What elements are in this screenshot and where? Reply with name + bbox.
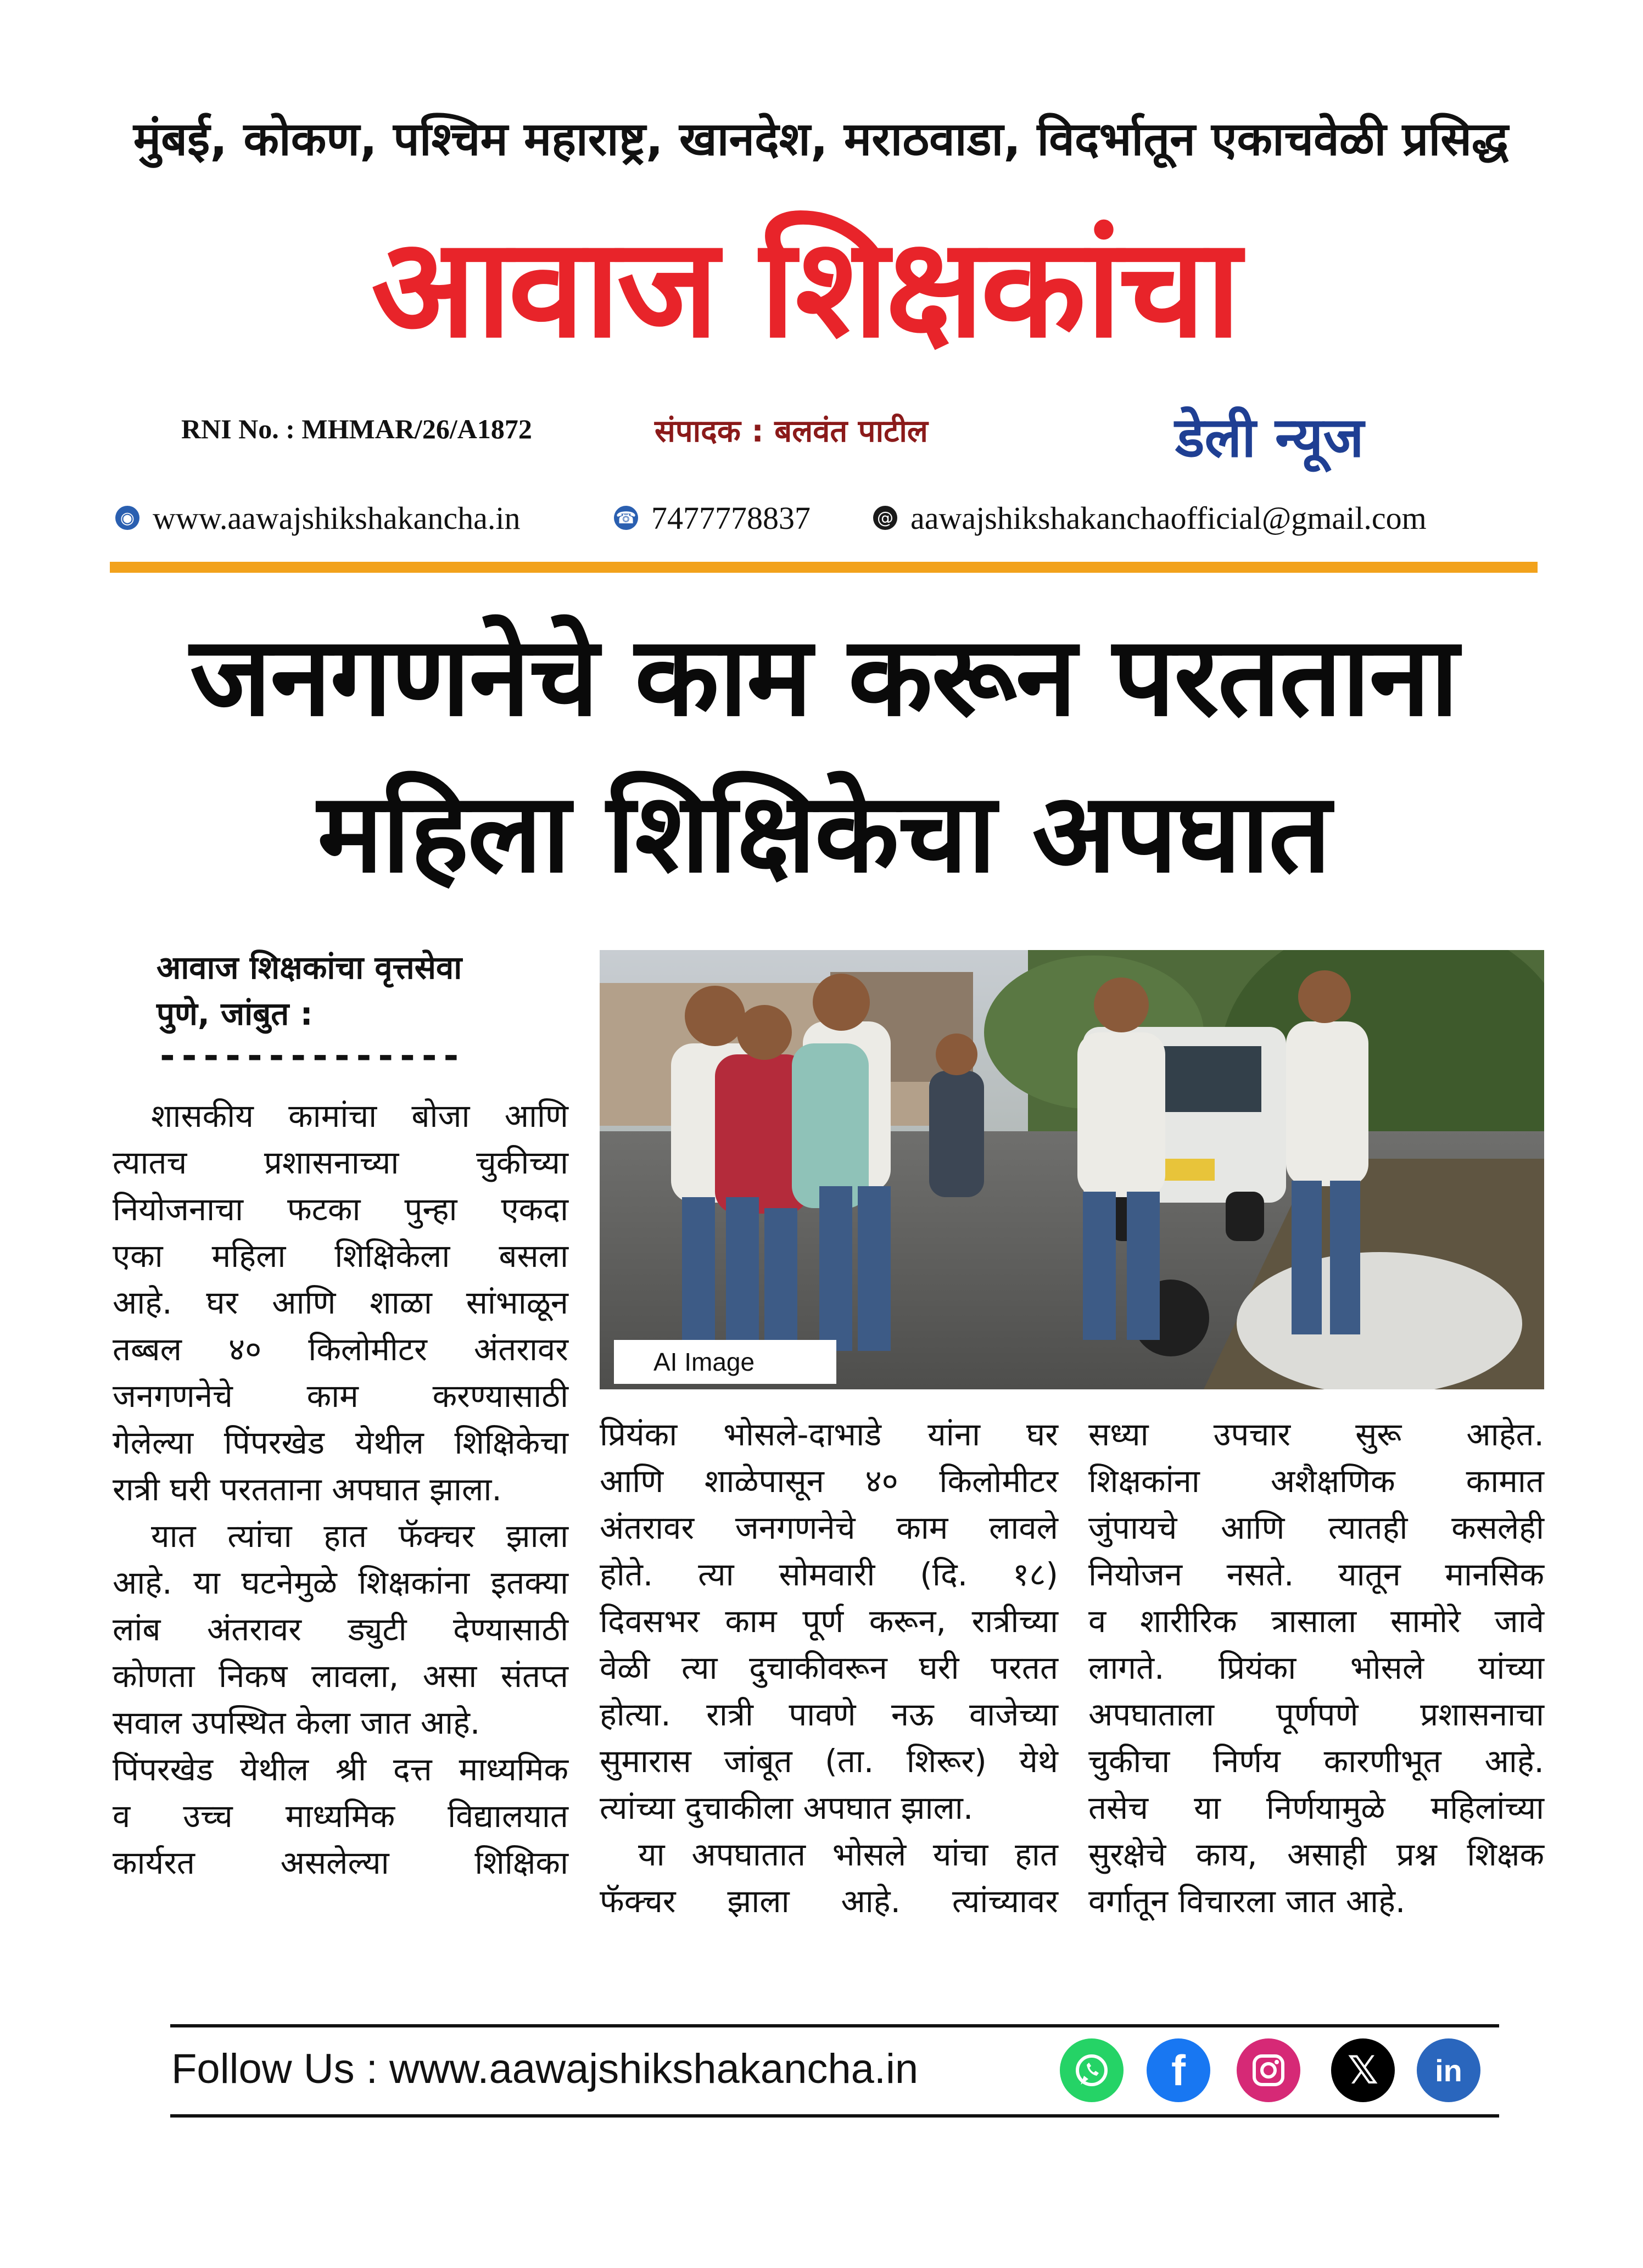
article-line: रात्री घरी परतताना अपघात झाला.: [113, 1471, 502, 1508]
article-line: सवाल उपस्थित केला जात आहे.: [113, 1704, 480, 1741]
linkedin-icon[interactable]: in: [1417, 2038, 1480, 2102]
article-line: कोणता निकष लावला, असा संतप्त: [113, 1657, 568, 1695]
facebook-icon[interactable]: f: [1147, 2038, 1210, 2102]
article-line: सुरक्षेचे काय, असाही प्रश्न शिक्षक: [1088, 1836, 1544, 1873]
masthead-tagline: मुंबई, कोकण, पश्चिम महाराष्ट्र, खानदेश, मराठवाडा, विदर्भातून एकाचवेळी प्रसिद्ध: [133, 112, 1509, 166]
contact-email[interactable]: [873, 493, 1427, 543]
contact-bar: [110, 493, 1538, 543]
phone-text: 7477778837: [651, 500, 811, 536]
article-line: एका महिला शिक्षिकेला बसला: [113, 1237, 568, 1275]
article-line: लागते. प्रियंका भोसले यांच्या: [1088, 1649, 1544, 1686]
phone-icon: ☎: [614, 506, 638, 530]
footer-top-rule: [170, 2024, 1499, 2027]
footer-bottom-rule: [170, 2114, 1499, 2118]
article-column-2: [600, 1411, 1058, 1925]
email-text: aawajshikshakanchaofficial@gmail.com: [910, 500, 1427, 536]
contact-phone[interactable]: [614, 493, 811, 543]
article-line: वर्गातून विचारला जात आहे.: [1088, 1882, 1406, 1920]
article-line: त्यातच प्रशासनाच्या चुकीच्या: [113, 1144, 568, 1181]
article-line: होते. त्या सोमवारी (दि. १८): [600, 1556, 1058, 1593]
article-headline: [110, 599, 1538, 912]
article-line: तब्बल ४० किलोमीटर अंतरावर: [113, 1331, 568, 1368]
article-line: त्यांच्या दुचाकीला अपघात झाला.: [600, 1789, 974, 1826]
article-line: जुंपायचे आणि त्यातही कसलेही: [1088, 1509, 1544, 1546]
article-line: व उच्च माध्यमिक विद्यालयात: [113, 1797, 568, 1835]
article-line: दिवसभर काम पूर्ण करून, रात्रीच्या: [600, 1602, 1058, 1640]
instagram-icon[interactable]: [1237, 2038, 1300, 2102]
follow-us-text[interactable]: Follow Us : www.aawajshikshakancha.in: [171, 2046, 919, 2092]
globe-icon: ◉: [115, 506, 139, 530]
article-line: नियोजन नसते. यातून मानसिक: [1088, 1556, 1544, 1593]
x-icon[interactable]: 𝕏: [1331, 2038, 1395, 2102]
email-icon: @: [873, 506, 897, 530]
article-line: गेलेल्या पिंपरखेड येथील शिक्षिकेचा: [113, 1424, 568, 1461]
article-line: फॅक्चर झाला आहे. त्यांच्यावर: [600, 1882, 1058, 1920]
article-byline: [157, 945, 585, 1037]
ai-image-label: AI Image: [614, 1340, 836, 1384]
newspaper-title: आवाज शिक्षकांचा: [371, 208, 1238, 368]
article-line: या अपघातात भोसले यांचा हात: [638, 1836, 1058, 1873]
article-line: अंतरावर जनगणनेचे काम लावले: [600, 1509, 1058, 1546]
whatsapp-icon[interactable]: [1060, 2038, 1124, 2102]
article-line: होत्या. रात्री पावणे नऊ वाजेच्या: [600, 1696, 1058, 1733]
headline-line-2: महिला शिक्षिकेचा अपघात: [317, 769, 1331, 897]
article-line: लांब अंतरावर ड्युटी देण्यासाठी: [113, 1611, 568, 1648]
article-line: कार्यरत असलेल्या शिक्षिका: [113, 1844, 568, 1881]
headline-line-1: जनगणनेचे काम करून परतताना: [189, 613, 1458, 741]
article-line: सध्या उपचार सुरू आहेत.: [1088, 1416, 1544, 1453]
editor-name: संपादक : बलवंत पाटील: [655, 414, 928, 449]
article-column-1: [113, 1093, 568, 1886]
accident-scene-image: [600, 950, 1544, 1389]
article-line: नियोजनाचा फटका पुन्हा एकदा: [113, 1191, 568, 1228]
article-line: पिंपरखेड येथील श्री दत्त माध्यमिक: [113, 1751, 568, 1788]
article-line: व शारीरिक त्रासाला सामोरे जावे: [1088, 1602, 1544, 1640]
article-line: यात त्यांचा हात फॅक्चर झाला: [151, 1517, 568, 1555]
article-line: प्रियंका भोसले-दाभाडे यांना घर: [600, 1416, 1058, 1453]
website-text: www.aawajshikshakancha.in: [153, 500, 521, 536]
article-line: जनगणनेचे काम करण्यासाठी: [113, 1377, 568, 1415]
rni-number: RNI No. : MHMAR/26/A1872: [181, 414, 532, 444]
article-line: सुमारास जांबूत (ता. शिरूर) येथे: [600, 1742, 1058, 1780]
article-line: शासकीय कामांचा बोजा आणि: [151, 1097, 568, 1135]
contact-website[interactable]: [115, 493, 520, 543]
article-line: अपघाताला पूर्णपणे प्रशासनाचा: [1088, 1696, 1544, 1733]
orange-divider: [110, 562, 1538, 573]
article-line: आहे. या घटनेमुळे शिक्षकांना इतक्या: [113, 1564, 568, 1601]
article-line: चुकीचा निर्णय कारणीभूत आहे.: [1088, 1742, 1544, 1780]
article-photo: [600, 950, 1544, 1389]
byline-rule: --------------: [157, 1035, 462, 1077]
article-line: आहे. घर आणि शाळा सांभाळून: [113, 1284, 568, 1321]
byline-location: पुणे, जांबुत :: [157, 995, 313, 1032]
edition-label: डेली न्यूज: [1175, 405, 1364, 470]
article-line: तसेच या निर्णयामुळे महिलांच्या: [1088, 1789, 1544, 1826]
article-column-3: [1088, 1411, 1544, 1925]
article-line: वेळी त्या दुचाकीवरून घरी परतत: [600, 1649, 1058, 1686]
article-line: आणि शाळेपासून ४० किलोमीटर: [600, 1462, 1058, 1500]
article-line: शिक्षकांना अशैक्षणिक कामात: [1088, 1462, 1544, 1500]
byline-agency: आवाज शिक्षकांचा वृत्तसेवा: [157, 949, 462, 986]
